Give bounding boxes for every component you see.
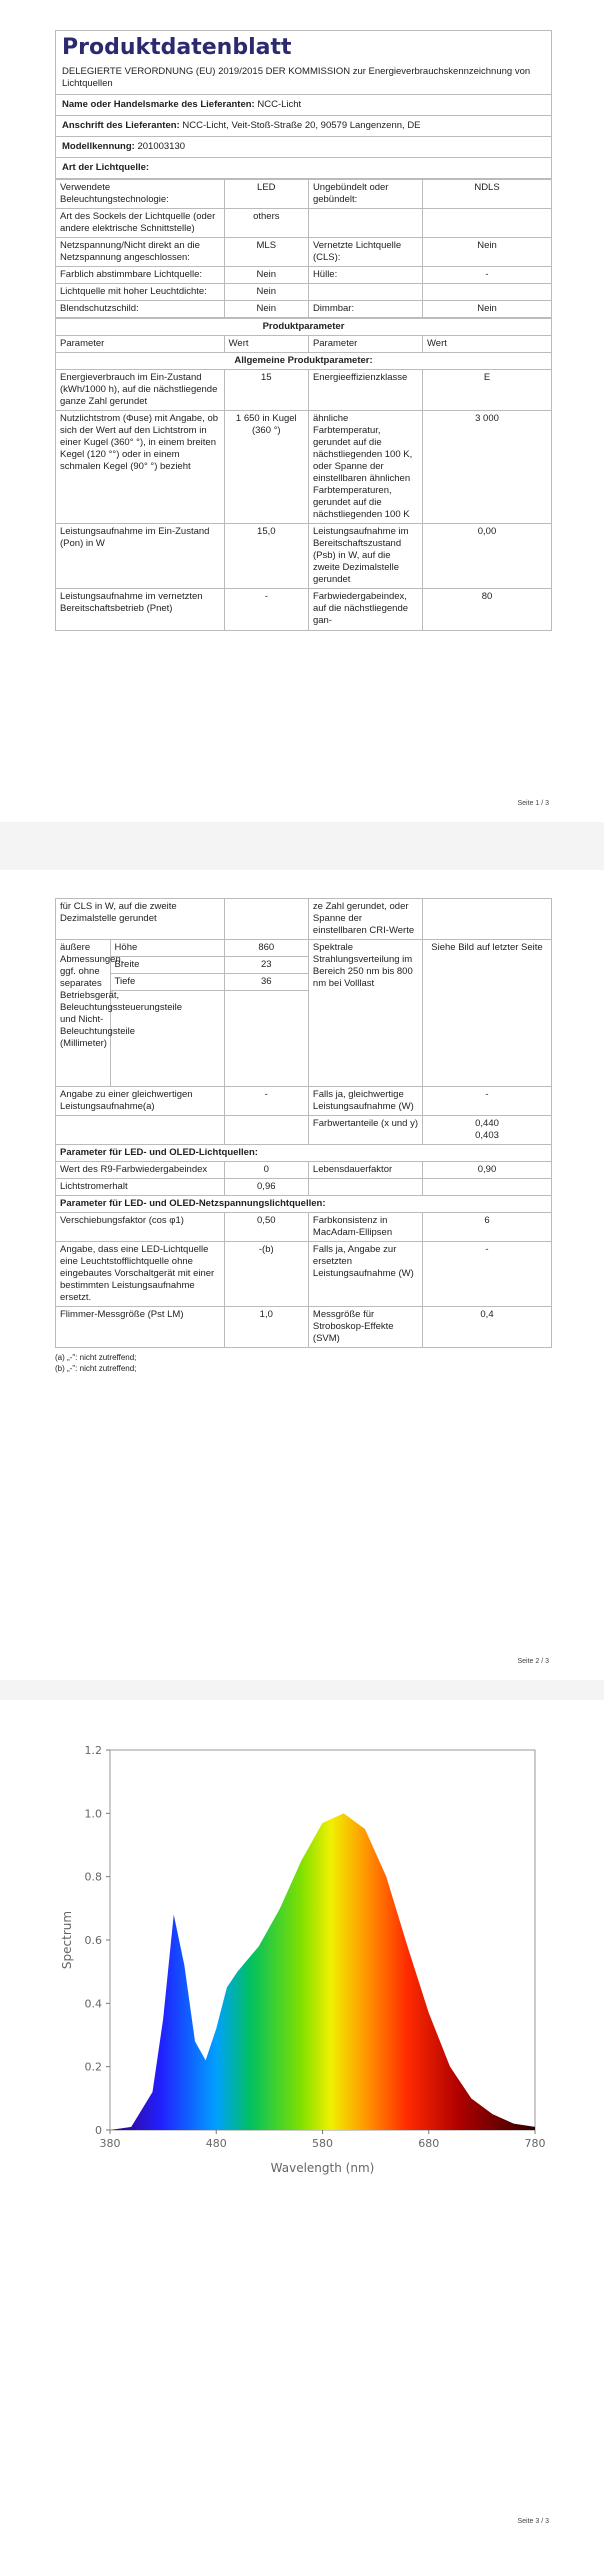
param-value: 3 000 [423,411,552,524]
type-row [56,284,552,301]
supplier-name-row [55,95,552,116]
param-label: Nutzlichtstrom (Φuse) mit Angabe, ob sich der Wert auf den Lichtstrom in einer Kugel (360° °), in einem breiten Kegel (120 °°) oder in einem schmalen Kegel (90° °) bezieht [56,411,225,524]
type-label: Vernetzte Lichtquelle (CLS): [308,238,422,267]
type-label [308,209,422,238]
net-standby-label-cont: für CLS in W, auf die zweite Dezimalstelle gerundet [56,899,225,940]
params-heading: Produktparameter [56,319,552,336]
type-label: Lichtquelle mit hoher Leuchtdichte: [56,284,225,301]
model-row [55,137,552,158]
x-tick-label: 380 [99,2137,121,2150]
cri-label: Farbwiedergabeindex, auf die nächstliegende gan- [308,589,422,631]
x-tick-label: 680 [418,2137,440,2150]
svm-value: 0,4 [423,1307,552,1348]
type-row [56,238,552,267]
type-row [56,180,552,209]
svm-label: Messgröße für Stroboskop-Effekte (SVM) [308,1307,422,1348]
type-label: Art des Sockels der Lichtquelle (oder andere elektrische Schnittstelle) [56,209,225,238]
param-value: 15 [224,370,308,411]
param-row [56,370,552,411]
param-label: ähnliche Farbtemperatur, gerundet auf die nächstliegenden 100 K, oder Spanne der einstellbaren ähnlichen Farbtemperaturen, gerundet auf die nächstliegenden 100 K [308,411,422,524]
macadam-value: 6 [423,1213,552,1242]
width-label: Breite [110,957,224,974]
replacement-value: -(b) [224,1242,308,1307]
macadam-label: Farbkonsistenz in MacAdam-Ellipsen [308,1213,422,1242]
page-title: Produktdatenblatt [55,30,552,64]
general-params-heading: Allgemeine Produktparameter: [56,353,552,370]
y-tick-label: 1.2 [84,1744,102,1757]
page-number: Seite 2 / 3 [517,1658,549,1665]
type-value: Nein [423,238,552,267]
param-row [56,524,552,589]
param-label: Leistungsaufnahme im Bereitschaftszustand (Psb) in W, auf die zweite Dezimalstelle gerundet [308,524,422,589]
type-table [55,179,552,318]
spectrum-chart-svg [55,1730,555,2190]
depth-value: 36 [224,974,308,991]
params-table-cont [55,898,552,1348]
param-label: Energieverbrauch im Ein-Zustand (kWh/1000 h), auf die nächstliegende ganze Zahl gerundet [56,370,225,411]
type-value: NDLS [423,180,552,209]
r9-label: Wert des R9-Farbwiedergabeindex [56,1162,225,1179]
spectral-value: Siehe Bild auf letzter Seite [423,940,552,1087]
page-number: Seite 1 / 3 [517,800,549,807]
chromaticity-value: 0,440 0,403 [423,1116,552,1145]
type-value [423,284,552,301]
y-tick-label: 0 [95,2124,102,2137]
param-row [56,411,552,524]
chromaticity-label: Farbwertanteile (x und y) [308,1116,422,1145]
spectrum-chart [55,1730,555,2190]
type-label: Hülle: [308,267,422,284]
supplier-name-label: Name oder Handelsmarke des Lieferanten: [62,99,255,110]
y-tick-label: 0.4 [84,1997,102,2011]
type-label: Netzspannung/Nicht direkt an die Netzspannung angeschlossen: [56,238,225,267]
equiv-power-label: Angabe zu einer gleichwertigen Leistungsaufnahme(a) [56,1087,225,1116]
supplier-name: NCC-Licht [257,99,302,110]
param-value: 15,0 [224,524,308,589]
type-label: Verwendete Beleuchtungstechnologie: [56,180,225,209]
regulation-subtitle: DELEGIERTE VERORDNUNG (EU) 2019/2015 DER KOMMISSION zur Energieverbrauchskennzeichnung von Lichtquellen [55,64,552,95]
lumen-maintenance-label: Lichtstromerhalt [56,1179,225,1196]
lifetime-label: Lebensdauerfaktor [308,1162,422,1179]
x-tick-label: 580 [312,2137,333,2150]
type-label: Farblich abstimmbare Lichtquelle: [56,267,225,284]
height-label: Höhe [110,940,224,957]
type-label: Dimmbar: [308,301,422,318]
lumen-maintenance-value: 0,96 [224,1179,308,1196]
col-header-param: Parameter [308,336,422,353]
model-label: Modellkennung: [62,141,135,152]
model-id: 201003130 [137,141,186,152]
r9-value: 0 [224,1162,308,1179]
supplier-address-row [55,116,552,137]
width-value: 23 [224,957,308,974]
params-table [55,318,552,631]
mains-section-heading: Parameter für LED- und OLED-Netzspannungslichtquellen: [56,1196,552,1213]
y-tick-label: 0.6 [84,1934,102,1947]
power-factor-label: Verschiebungsfaktor (cos φ1) [56,1213,225,1242]
y-tick-label: 0.8 [84,1870,102,1884]
type-label: Ungebündelt oder gebündelt: [308,180,422,209]
height-value: 860 [224,940,308,957]
type-row [56,267,552,284]
type-value: - [423,267,552,284]
type-value: others [224,209,308,238]
type-value [423,209,552,238]
supplier-address-label: Anschrift des Lieferanten: [62,120,180,131]
replacement-right-value: - [423,1242,552,1307]
page-1 [0,0,604,822]
flicker-label: Flimmer-Messgröße (Pst LM) [56,1307,225,1348]
spectral-label: Spektrale Strahlungsverteilung im Bereich 250 nm bis 800 nm bei Volllast [308,940,422,1087]
net-standby-value: - [224,589,308,631]
equiv-power-value: - [224,1087,308,1116]
type-label [308,284,422,301]
type-label: Blendschutzschild: [56,301,225,318]
replacement-label: Angabe, dass eine LED-Lichtquelle eine Leuchtstofflichtquelle ohne eingebautes Vorschaltgerät mit einer bestimmten Leistungsaufnahme ersetzt. [56,1242,225,1307]
cri-value: 80 [423,589,552,631]
lifetime-value: 0,90 [423,1162,552,1179]
param-label: Leistungsaufnahme im Ein-Zustand (Pon) in W [56,524,225,589]
col-header-value: Wert [224,336,308,353]
depth-label: Tiefe [110,974,224,991]
col-header-param: Parameter [56,336,225,353]
page-number: Seite 3 / 3 [517,2518,549,2525]
type-value: Nein [224,267,308,284]
type-value: MLS [224,238,308,267]
flicker-value: 1,0 [224,1307,308,1348]
x-axis-label: Wavelength (nm) [270,2161,375,2175]
param-value: E [423,370,552,411]
param-value: 0,00 [423,524,552,589]
y-tick-label: 1.0 [84,1807,102,1821]
replacement-right-label: Falls ja, Angabe zur ersetzten Leistungsaufnahme (W) [308,1242,422,1307]
y-tick-label: 0.2 [84,2060,102,2074]
x-tick-label: 480 [205,2137,227,2150]
type-value: Nein [224,284,308,301]
equiv-power-right-value: - [423,1087,552,1116]
type-section-heading: Art der Lichtquelle: [55,158,552,179]
page-3 [0,1700,604,2560]
page-2 [0,870,604,1680]
col-header-value: Wert [423,336,552,353]
type-value: LED [224,180,308,209]
type-value: Nein [224,301,308,318]
type-row [56,301,552,318]
type-row [56,209,552,238]
y-axis-label: Spectrum [60,1910,74,1970]
param-label: Energieeffizienzklasse [308,370,422,411]
equiv-power-right-label: Falls ja, gleichwertige Leistungsaufnahme (W) [308,1087,422,1116]
x-tick-label: 780 [524,2137,546,2150]
supplier-address: NCC-Licht, Veit-Stoß-Straße 20, 90579 Langenzenn, DE [182,120,421,131]
type-value: Nein [423,301,552,318]
net-standby-label: Leistungsaufnahme im vernetzten Bereitschaftsbetrieb (Pnet) [56,589,225,631]
footnote-b: (b) „-": nicht zutreffend; [55,1364,137,1373]
footnote-a: (a) „-": nicht zutreffend; [55,1353,137,1362]
cri-label-cont: ze Zahl gerundet, oder Spanne der einstellbaren CRI-Werte [308,899,422,940]
dimensions-label: äußere Abmessungen, ggf. ohne separates Betriebsgerät, Beleuchtungssteuerungsteile und Nicht-Beleuchtungsteile (Millimeter) [56,940,111,1087]
power-factor-value: 0,50 [224,1213,308,1242]
led-section-heading: Parameter für LED- und OLED-Lichtquellen: [56,1145,552,1162]
param-value: 1 650 in Kugel (360 °) [224,411,308,524]
